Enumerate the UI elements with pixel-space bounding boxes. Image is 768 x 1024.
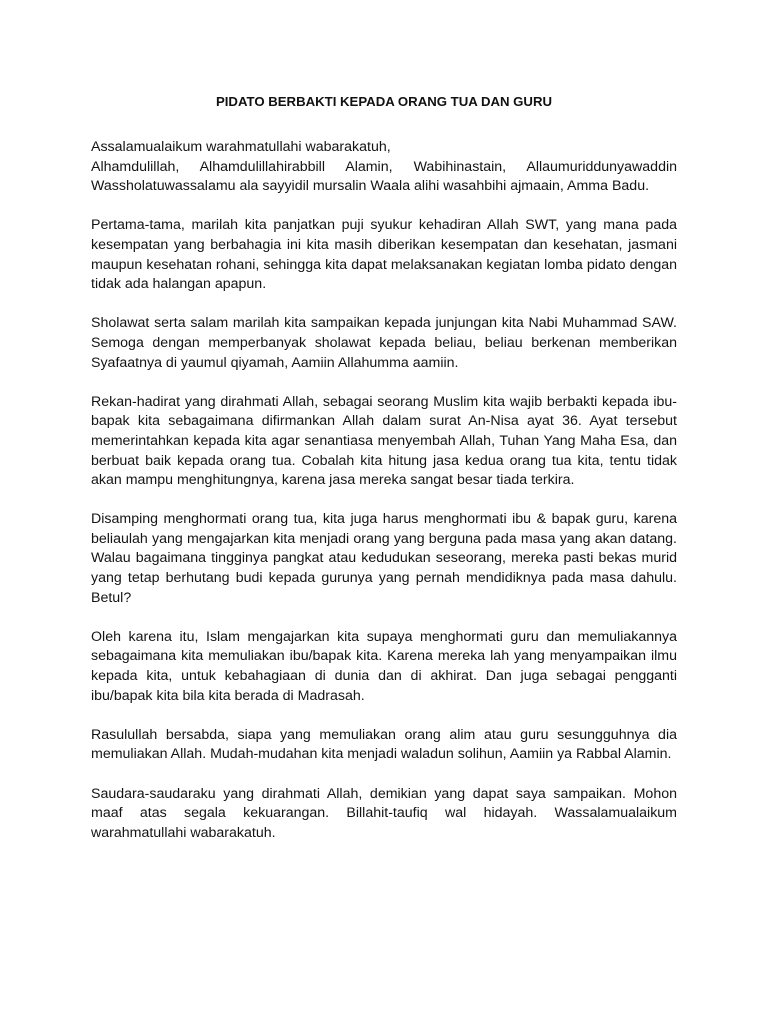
paragraph-parents: Rekan-hadirat yang dirahmati Allah, sebagai seorang Muslim kita wajib berbakti kepada ibu-bapak kita sebagaimana difirmankan Allah dalam surat An-Nisa ayat 36. Ayat tersebut memerintahkan kepada kita agar senantiasa menyembah Allah, Tuhan Yang Maha Esa, dan berbuat baik kepada orang tua. Cobalah kita hitung jasa kedua orang tua kita, tentu tidak akan mampu menghitungnya, karena jasa mereka sangat besar tiada terkira. [91,393,677,489]
paragraph-islam-teaching: Oleh karena itu, Islam mengajarkan kita supaya menghormati guru dan memuliakannya sebagaimana kita memuliakan ibu/bapak kita. Karena mereka lah yang menyampaikan ilmu kepada kita, untuk kebahagiaan di dunia dan di akhirat. Dan juga sebagai pengganti ibu/bapak kita bila kita berada di Madrasah. [91,628,677,704]
paragraph-gratitude: Pertama-tama, marilah kita panjatkan puji syukur kehadiran Allah SWT, yang mana pada kesempatan yang berbahagia ini kita masih diberikan kesempatan dan kesehatan, jasmani maupun kesehatan rohani, sehingga kita dapat melaksanakan kegiatan lomba pidato dengan tidak ada halangan apapun. [91,217,677,293]
document-title: PIDATO BERBAKTI KEPADA ORANG TUA DAN GURU [215,94,553,109]
paragraph-sholawat: Sholawat serta salam marilah kita sampaikan kepada junjungan kita Nabi Muhammad SAW. Semoga dengan memperbanyak sholawat kepada beliau, beliau berkenan memberikan Syafaatnya di yaumul qiyamah, Aamiin Allahumma aamiin. [91,315,677,371]
paragraph-closing: Saudara-saudaraku yang dirahmati Allah, demikian yang dapat saya sampaikan. Mohon maaf atas segala kekuarangan. Billahit-taufiq wal hidayah. Wassalamualaikum warahmatullahi wabarakatuh. [91,785,677,841]
paragraph-greeting [91,138,677,197]
paragraph-hadith: Rasulullah bersabda, siapa yang memuliakan orang alim atau guru sesungguhnya dia memuliakan Allah. Mudah-mudahan kita menjadi waladun solihun, Aamiin ya Rabbal Alamin. [91,726,677,763]
paragraph-teachers: Disamping menghormati orang tua, kita juga harus menghormati ibu & bapak guru, karena beliaulah yang mengajarkan kita menjadi orang yang berguna pada masa yang akan datang. Walau bagaimana tingginya pangkat atau kedudukan seseorang, mereka pasti bekas murid yang tetap berhutang budi kepada gurunya yang pernah mendidiknya pada masa dahulu. Betul? [91,511,677,606]
document-body [91,138,677,863]
greeting-line: Assalamualaikum warahmatullahi wabarakatuh, [91,139,391,155]
opening-prayer-line: Alhamdulillah, Alhamdulillahirabbill Alamin, Wabihinastain, Allaumuriddunyawaddin Wassholatuwassalamu ala sayyidil mursalin Waala alihi wasahbihi ajmaain, Amma Badu. [91,158,677,195]
